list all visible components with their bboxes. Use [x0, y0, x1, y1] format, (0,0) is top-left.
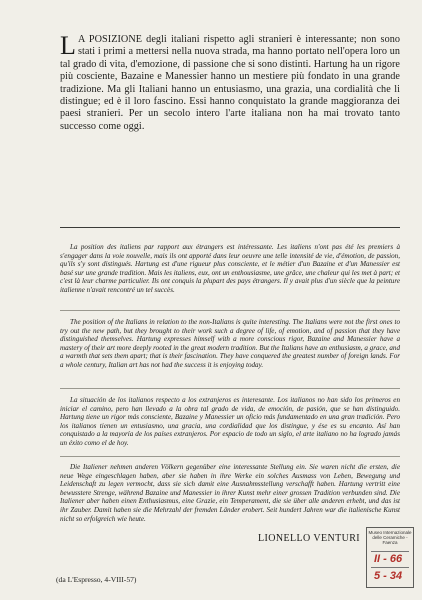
- section-divider: [60, 227, 400, 228]
- stamp-handwritten-number: 5 - 34: [374, 570, 403, 582]
- english-translation: The position of the Italians in relation to the non-Italians is quite interesting. The Italians were not the first ones to try out the new path, but they brought to their work such a degree of life, of emotion, and of passion that they have distinguished themselves. Hartung expresses himself with a more conscious rigor, Bazaine and Manessier have a mastery of their art more deeply rooted in the great modern tradition. But the Italians have an enthusiasm, a grace, and a warmth that sets them apart; that is their fascination. They have conquered the greatest number of foreign lands. For a whole century, Italian art has not had the success it is enjoying today.: [60, 318, 400, 369]
- translation-separator: [60, 310, 400, 311]
- source-citation: (da L'Espresso, 4-VIII-57): [56, 575, 137, 584]
- stamp-rule: [371, 551, 409, 552]
- museum-stamp: [366, 527, 414, 588]
- author-signature: LIONELLO VENTURI: [258, 533, 361, 544]
- spanish-translation: La situación de los italianos respecto a los extranjeros es interesante. Los italianos no han sido los primeros en iniciar el camino, pero han llevado a la obra tal grado de vida, de emoción, de pasión, que se han distinguido. Hartung tiene un rigor más consciente, Bazaine y Manessier un oficio más fundamentado en una gran tradición. Pero los italianos tienen un entusiasmo, una gracia, una cordialidad que los distingue, y ése es su encanto. Así han conquistado a la mayoría de los países extranjeros. Por espacio de todo un siglo, el arte italiano no ha logrado jamás un éxito como el de hoy.: [60, 396, 400, 447]
- translation-separator: [60, 456, 400, 457]
- stamp-printed-text: Museo Internazionale delle Ceramiche - Faenza: [368, 530, 412, 545]
- french-translation: La position des italiens par rapport aux étrangers est intéressante. Les italiens n'ont pas été les premiers à s'engager dans la voie nouvelle, mais ils ont apporté dans leur oeuvre une telle intensité de vie, d'émotion, de passion, qu'ils s'y sont distingués. Hartung est d'une rigueur plus consciente, et le métier d'un Bazaine et d'un Manessier est basé sur une grande tradition. Mais les italiens, eux, ont un enthousiasme, une grâce, une chaleur qui les met à part; et c'est là leur charme particulier. Ils ont conquis la plupart des pays étrangers. Il y avait plus d'un siècle que la peinture italienne n'avait rencontré un tel succès.: [60, 243, 400, 294]
- lead-text: A POSIZIONE degli italiani rispetto agli stranieri è interessante; non sono stati i primi a mettersi nella nuova strada, ma hanno portato nell'opera loro un tal grado di vita, d'emozione, di passione che si sono distinti. Hartung ha un rigore più cosciente, Bazaine e Manessier hanno un mestiere più fondato in una grande tradizione. Ma gli Italiani hanno un entusiasmo, una grazia, una cordialità che li distingue; ed è il loro fascino. Essi hanno conquistato la grande maggioranza dei paesi stranieri. Per un secolo intero l'arte italiana non ha mai trovato tanto successo come oggi.: [60, 34, 400, 132]
- stamp-handwritten-number: II - 66: [374, 553, 403, 565]
- german-translation: Die Italiener nehmen anderen Völkern gegenüber eine interessante Stellung ein. Sie waren nicht die ersten, die neue Wege eingeschlagen haben, aber sie haben in ihre Werke ein solches Ausmass von Leben, Bewegung und Leidenschaft zu legen vermocht, dass sie sich damit eine Ausnahmsstellung verschafft haben. Hartung vertritt eine bewusstere Strenge, während Bazaine und Manessier in ihrer Kunst mehr einer grossen Tradition verbunden sind. Die Italiener aber haben einen Enthusiasmus, eine Grazie, ein Temperament, die sie über alle anderen erhebt, und das ist ihr Zauber. Damit haben sie die Mehrzahl der fremden Länder erobert. Seit hundert Jahren war die italienische Kunst nicht so erfolgreich wie heute.: [60, 463, 400, 523]
- stamp-rule: [371, 567, 409, 568]
- italian-lead-paragraph: [60, 31, 400, 133]
- drop-cap: L: [60, 31, 76, 60]
- translation-separator: [60, 388, 400, 389]
